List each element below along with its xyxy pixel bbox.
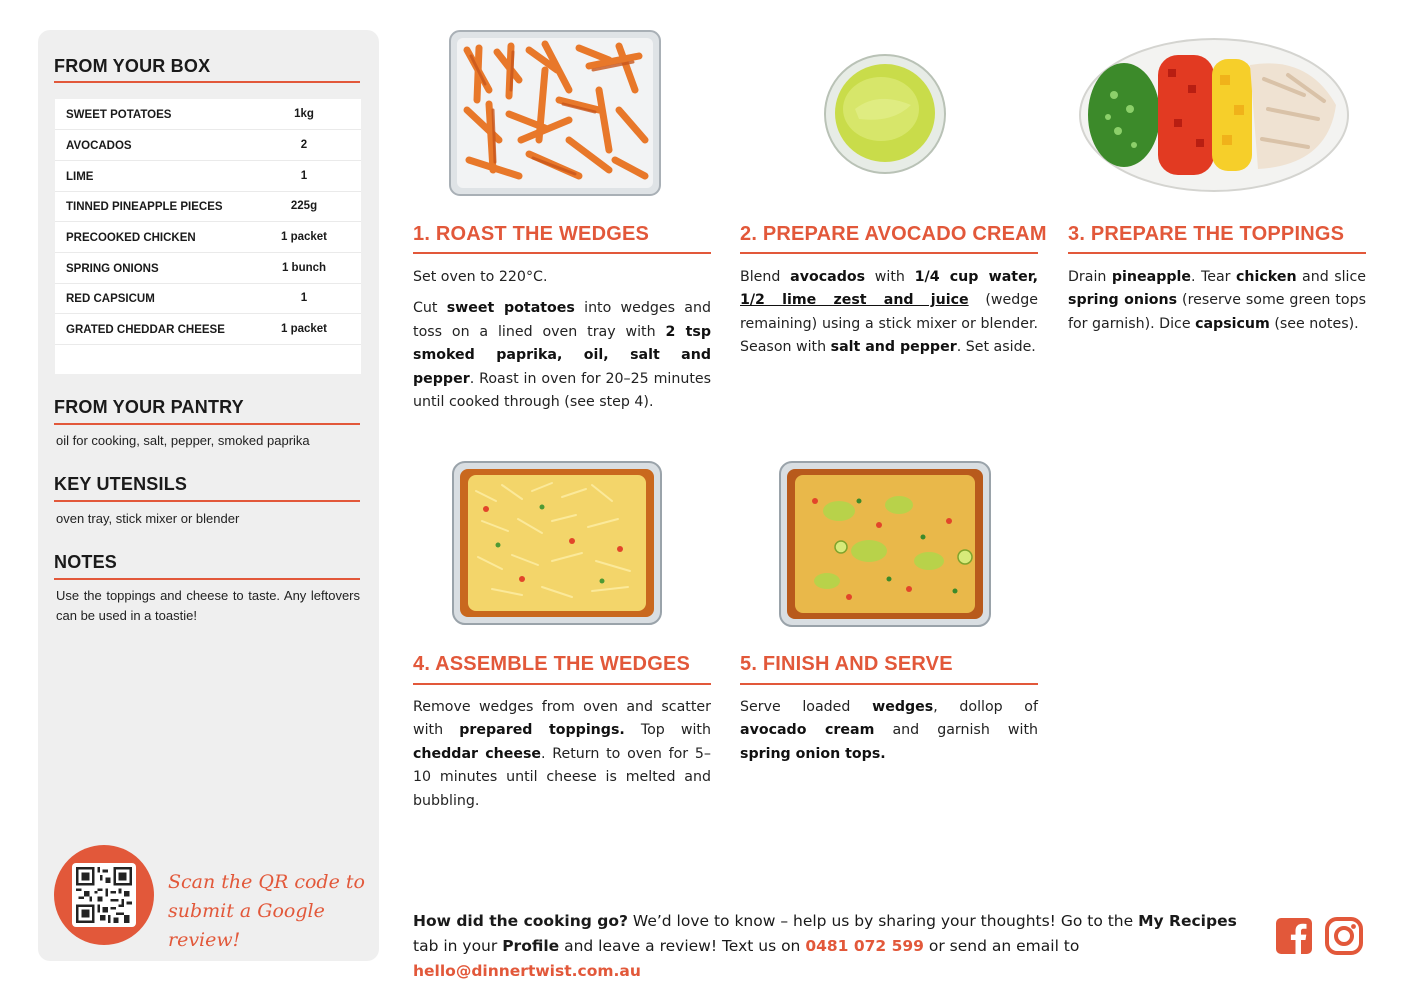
text-run: Top with bbox=[624, 722, 711, 739]
step-paragraph bbox=[413, 696, 711, 813]
bold-text: pineapple bbox=[1111, 269, 1191, 285]
ingredient-name: RED CAPSICUM bbox=[66, 293, 155, 305]
ingredient-qty: 1 bbox=[300, 170, 308, 182]
table-row bbox=[55, 222, 361, 253]
notes-text: Use the toppings and cheese to taste. Any leftovers can be used in a toastie! bbox=[56, 588, 360, 623]
table-row bbox=[55, 253, 361, 284]
text-run: tab in your bbox=[413, 937, 503, 955]
qr-cta-text: Scan the QR code to submit a Google review! bbox=[168, 871, 365, 951]
box-heading: FROM YOUR BOX bbox=[54, 56, 211, 76]
ingredient-qty: 225g bbox=[290, 200, 318, 212]
text-run: and slice bbox=[1296, 269, 1366, 285]
step-2-title: 2. PREPARE AVOCADO CREAM bbox=[740, 223, 1047, 245]
text-run: and leave a review! Text us on bbox=[559, 937, 806, 955]
ingredient-name: SPRING ONIONS bbox=[66, 263, 159, 275]
step-paragraph bbox=[1068, 266, 1366, 336]
pantry-text: oil for cooking, salt, pepper, smoked paprika bbox=[56, 433, 310, 448]
step-5-rule bbox=[740, 683, 1038, 685]
step-1-image bbox=[449, 30, 661, 200]
bold-text: capsicum bbox=[1195, 315, 1270, 332]
text-run: Drain bbox=[1068, 269, 1112, 285]
bold-text: 1/4 cup water, bbox=[914, 269, 1039, 285]
pantry-heading-rule bbox=[54, 423, 360, 425]
utensils-heading-rule bbox=[54, 500, 360, 502]
bold-text: wedges bbox=[872, 699, 934, 715]
facebook-icon[interactable] bbox=[1275, 917, 1313, 955]
bold-text: My Recipes bbox=[1138, 912, 1237, 930]
step-3-image bbox=[1078, 35, 1350, 199]
text-run: Remove wedges from oven and scatter with bbox=[413, 699, 711, 739]
bold-text: 2 tsp smoked paprika, oil, salt and pepper bbox=[413, 323, 712, 387]
text-run: . Tear bbox=[1191, 269, 1236, 285]
ingredient-name: LIME bbox=[66, 171, 94, 183]
ingredient-qty: 1 packet bbox=[280, 231, 328, 243]
text-run: and garnish with bbox=[874, 722, 1039, 739]
step-paragraph bbox=[740, 266, 1038, 360]
bold-text: prepared toppings. bbox=[459, 722, 625, 739]
bold-text: salt and pepper bbox=[830, 339, 957, 356]
text-run: . Set aside. bbox=[956, 339, 1036, 356]
text-run: (reserve some green tops for garnish). Dice bbox=[1068, 292, 1366, 332]
contact-link[interactable]: 0481 072 599 bbox=[805, 937, 924, 955]
text-run: . Roast in oven for 20–25 minutes until cooked through (see step 4). bbox=[413, 370, 711, 411]
step-1-rule bbox=[413, 252, 711, 254]
text-run: or send an email to bbox=[923, 937, 1080, 955]
text-run: We’d love to know – help us by sharing your thoughts! Go to the bbox=[627, 912, 1139, 930]
step-3-rule bbox=[1068, 252, 1366, 254]
bold-text: avocados bbox=[790, 269, 866, 285]
bold-text: cheddar cheese bbox=[413, 745, 542, 762]
step-3-body bbox=[1068, 266, 1366, 344]
text-run: with bbox=[865, 269, 915, 285]
step-paragraph bbox=[413, 297, 711, 414]
step-2-rule bbox=[740, 252, 1038, 254]
ingredient-qty: 1 packet bbox=[280, 323, 328, 335]
bold-text: avocado cream bbox=[740, 722, 875, 739]
step-4-title: 4. ASSEMBLE THE WEDGES bbox=[413, 653, 691, 675]
ingredient-name: TINNED PINEAPPLE PIECES bbox=[66, 201, 223, 213]
bold-text: sweet potatoes bbox=[446, 300, 575, 317]
text-run: Blend bbox=[740, 269, 791, 285]
bold-text: chicken bbox=[1235, 269, 1297, 285]
ingredient-name: GRATED CHEDDAR CHEESE bbox=[66, 324, 225, 336]
text-run: Serve loaded bbox=[740, 699, 873, 715]
utensils-text: oven tray, stick mixer or blender bbox=[56, 511, 240, 526]
text-run: (wedge remaining) using a stick mixer or blender. Season with bbox=[740, 292, 1038, 356]
step-paragraph bbox=[740, 696, 1038, 766]
table-row bbox=[55, 99, 361, 130]
notes-heading: NOTES bbox=[54, 552, 118, 572]
ingredient-name: AVOCADOS bbox=[66, 140, 132, 152]
table-row bbox=[55, 283, 361, 314]
step-4-body bbox=[413, 696, 711, 821]
pantry-heading: FROM YOUR PANTRY bbox=[54, 397, 244, 417]
ingredient-qty: 1 bbox=[300, 292, 308, 304]
table-row bbox=[55, 161, 361, 192]
text-run: into wedges and toss on a lined oven tray with bbox=[413, 300, 711, 340]
ingredients-table bbox=[55, 99, 361, 374]
ingredient-qty: 1 bunch bbox=[281, 262, 327, 274]
feedback-text bbox=[413, 909, 1263, 984]
step-paragraph bbox=[413, 266, 711, 289]
bold-text: Profile bbox=[502, 937, 560, 955]
ingredient-qty: 2 bbox=[300, 139, 308, 151]
bold-text: spring onions bbox=[1068, 292, 1178, 309]
table-row bbox=[55, 191, 361, 222]
sidebar bbox=[38, 30, 379, 961]
bold-text: How did the cooking go? bbox=[413, 912, 628, 930]
step-2-body bbox=[740, 266, 1038, 368]
step-1-title: 1. ROAST THE WEDGES bbox=[413, 223, 650, 245]
ingredient-name: PRECOOKED CHICKEN bbox=[66, 232, 196, 244]
instagram-icon[interactable] bbox=[1325, 917, 1363, 955]
text-run: (see notes). bbox=[1269, 315, 1359, 332]
text-run: , dollop of bbox=[933, 699, 1038, 715]
text-run: Cut bbox=[413, 300, 447, 317]
step-4-image bbox=[452, 461, 662, 629]
step-2-image bbox=[823, 53, 947, 179]
text-run: Set oven to 220°C. bbox=[413, 269, 548, 285]
step-1-body bbox=[413, 266, 711, 422]
box-heading-rule bbox=[54, 81, 360, 83]
step-5-image bbox=[779, 461, 991, 631]
step-5-title: 5. FINISH AND SERVE bbox=[740, 653, 953, 675]
text-run: . Return to oven for 5–10 minutes until cheese is melted and bubbling. bbox=[413, 745, 711, 809]
ingredient-name: SWEET POTATOES bbox=[66, 109, 172, 121]
table-row bbox=[55, 130, 361, 161]
table-row bbox=[55, 314, 361, 345]
bold-text: 1/2 lime zest and juice bbox=[740, 292, 969, 309]
contact-link[interactable]: hello@dinnertwist.com.au bbox=[413, 962, 641, 980]
bold-text: spring onion tops. bbox=[740, 745, 886, 762]
step-4-rule bbox=[413, 683, 711, 685]
step-3-title: 3. PREPARE THE TOPPINGS bbox=[1068, 223, 1345, 245]
utensils-heading: KEY UTENSILS bbox=[54, 474, 188, 494]
ingredient-qty: 1kg bbox=[294, 108, 314, 120]
qr-code-icon[interactable] bbox=[72, 863, 136, 927]
qr-badge bbox=[54, 845, 154, 945]
notes-heading-rule bbox=[54, 578, 360, 580]
step-5-body bbox=[740, 696, 1038, 774]
